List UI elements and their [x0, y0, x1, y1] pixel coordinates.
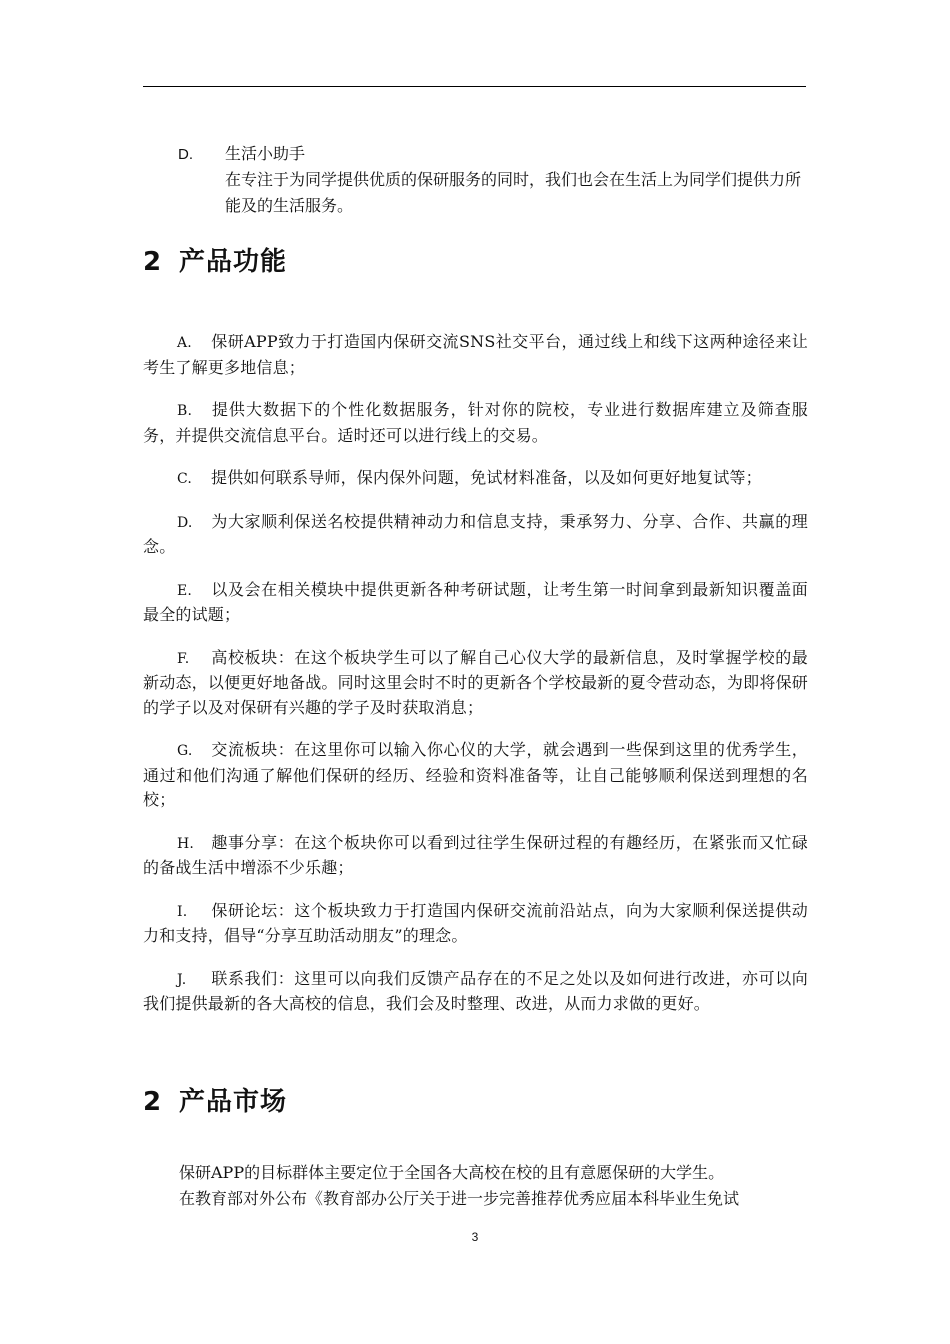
- section-title: 产品市场: [179, 1087, 288, 1117]
- feature-item: [143, 831, 808, 881]
- feature-text: 趣事分享：在这个板块你可以看到过往学生保研过程的有趣经历，在紧张而又忙碌的备战生活中增添不少乐趣；: [143, 832, 808, 877]
- feature-letter: A.: [177, 335, 192, 351]
- section-title: 产品功能: [179, 247, 288, 277]
- feature-item: [143, 646, 808, 721]
- feature-text: 提供如何联系导师，保内保外问题，免试材料准备，以及如何更好地复试等；: [211, 468, 762, 487]
- feature-item: [143, 738, 808, 813]
- feature-letter: J.: [177, 971, 187, 988]
- feature-item: [143, 398, 808, 448]
- feature-item: [143, 578, 808, 628]
- feature-item: [143, 466, 808, 492]
- market-paragraph: 保研APP的目标群体主要定位于全国各大高校在校的且有意愿保研的大学生。: [179, 1163, 725, 1182]
- feature-text: 保研论坛：这个板块致力于打造国内保研交流前沿站点，向为大家顺利保送提供动力和支持，倡导“分享互助活动朋友”的理念。: [143, 900, 808, 945]
- feature-text: 以及会在相关模块中提供更新各种考研试题，让考生第一时间拿到最新知识覆盖面最全的试题；: [143, 579, 808, 624]
- feature-letter: G.: [177, 743, 193, 759]
- feature-text: 提供大数据下的个性化数据服务，针对你的院校，专业进行数据库建立及筛查服务，并提供交流信息平台。适时还可以进行线上的交易。: [143, 400, 808, 445]
- feature-letter: H.: [177, 835, 195, 852]
- feature-letter: F.: [177, 650, 190, 667]
- feature-letter: B.: [177, 403, 193, 419]
- feature-list: [143, 330, 808, 1035]
- feature-text: 交流板块：在这里你可以输入你心仪的大学，就会遇到一些保到这里的优秀学生，通过和他们沟通了解他们保研的经历、经验和资料准备等，让自己能够顺利保送到理想的名校；: [143, 740, 808, 809]
- market-text: [143, 1160, 808, 1212]
- section-number: 2: [143, 247, 163, 277]
- feature-item: [143, 967, 808, 1017]
- feature-item: [143, 899, 808, 949]
- life-assistant-item: [225, 141, 810, 219]
- feature-letter: D.: [177, 514, 193, 531]
- item-body: 在专注于为同学提供优质的保研服务的同时，我们也会在生活上为同学们提供力所能及的生活服务。: [225, 170, 802, 215]
- feature-text: 保研APP致力于打造国内保研交流SNS社交平台，通过线上和线下这两种途径来让考生了解更多地信息；: [143, 332, 808, 377]
- feature-text: 为大家顺利保送名校提供精神动力和信息支持，秉承努力、分享、合作、共赢的理念。: [143, 511, 808, 556]
- feature-item: [143, 330, 808, 380]
- page-number: 3: [471, 1230, 479, 1244]
- section-number: 2: [143, 1087, 163, 1117]
- header-rule: [143, 86, 806, 87]
- item-title: 生活小助手: [225, 144, 306, 163]
- feature-letter: C.: [177, 471, 193, 487]
- list-marker: D.: [178, 146, 193, 163]
- section-heading-features: [143, 245, 287, 279]
- feature-letter: I.: [177, 903, 188, 920]
- section-heading-market: [143, 1085, 287, 1119]
- feature-text: 联系我们：这里可以向我们反馈产品存在的不足之处以及如何进行改进，亦可以向我们提供最新的各大高校的信息，我们会及时整理、改进，从而力求做的更好。: [143, 968, 808, 1013]
- feature-item: [143, 510, 808, 560]
- feature-text: 高校板块：在这个板块学生可以了解自己心仪大学的最新信息，及时掌握学校的最新动态，以便更好地备战。同时这里会时不时的更新各个学校最新的夏令营动态，为即将保研的学子以及对保研有兴趣的学子及时获取消息；: [143, 647, 808, 717]
- market-paragraph: 在教育部对外公布《教育部办公厅关于进一步完善推荐优秀应届本科毕业生免试: [179, 1189, 740, 1208]
- feature-letter: E.: [177, 582, 193, 599]
